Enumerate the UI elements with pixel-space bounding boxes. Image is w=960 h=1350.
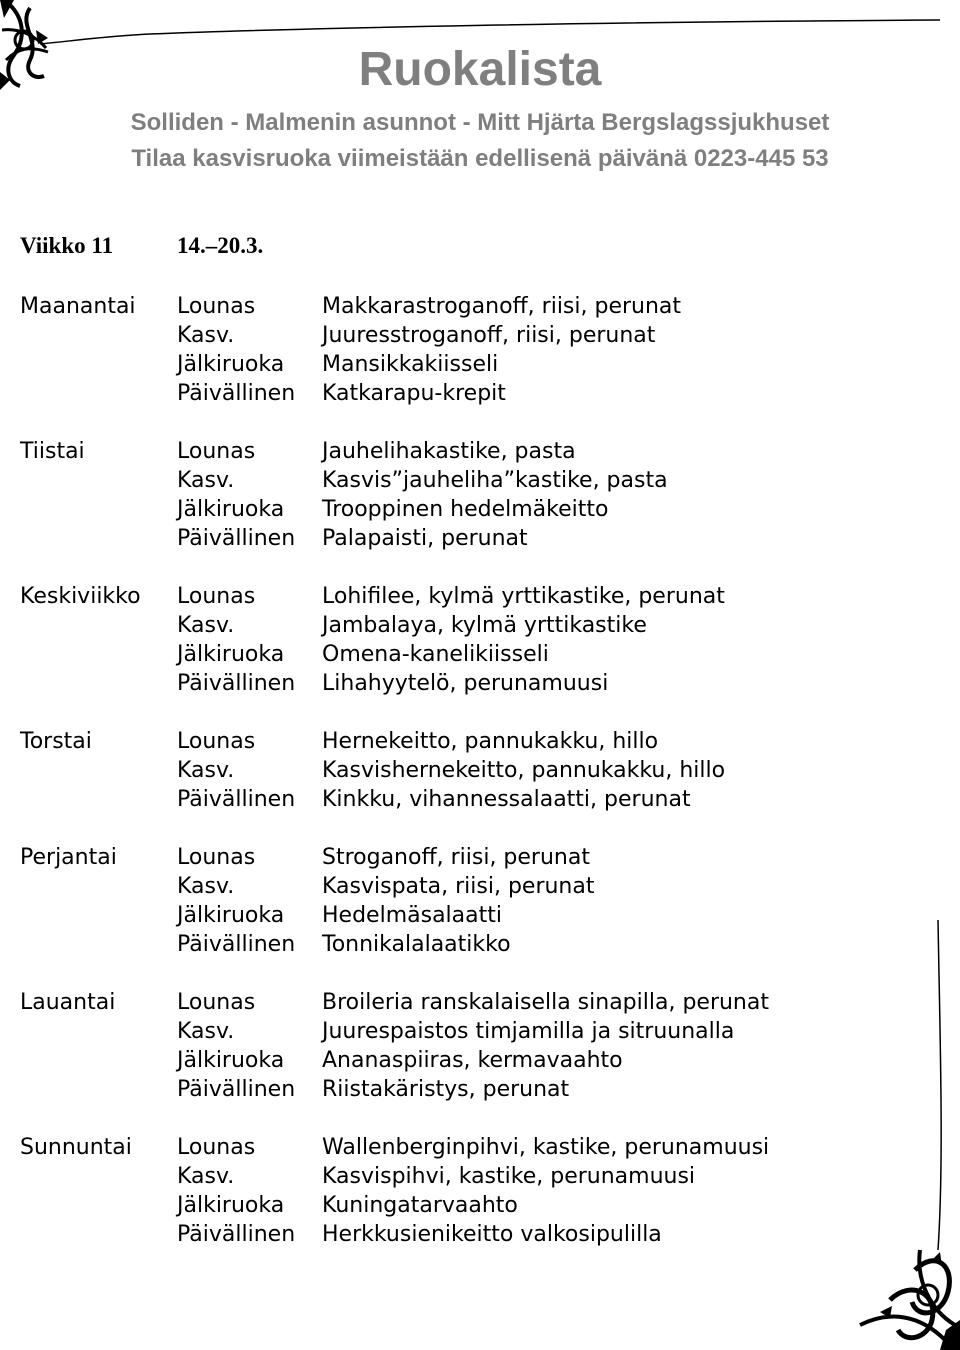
menu-row xyxy=(20,379,920,408)
menu-row xyxy=(20,843,920,872)
meal-category: Jälkiruoka xyxy=(177,497,285,522)
dish-name: Kuningatarvaahto xyxy=(322,1193,518,1218)
menu-row xyxy=(20,495,920,524)
meal-category: Päivällinen xyxy=(177,381,296,406)
subtitle-location: Solliden - Malmenin asunnot - Mitt Hjärta Bergslagssjukhuset xyxy=(130,109,830,136)
week-label: Viikko 11 xyxy=(20,233,114,258)
menu-row xyxy=(20,1133,920,1162)
day-name: Keskiviikko xyxy=(20,584,141,609)
day-name: Tiistai xyxy=(20,439,85,464)
menu-row xyxy=(20,756,920,785)
dish-name: Riistakäristys, perunat xyxy=(322,1077,570,1102)
day-block xyxy=(20,1133,920,1249)
meal-category: Kasv. xyxy=(177,874,235,899)
dish-name: Trooppinen hedelmäkeitto xyxy=(322,497,609,522)
meal-category: Kasv. xyxy=(177,323,235,348)
dish-name: Ananaspiiras, kermavaahto xyxy=(322,1048,623,1073)
dish-name: Lohifilee, kylmä yrttikastike, perunat xyxy=(322,584,725,609)
dish-name: Herkkusienikeitto valkosipulilla xyxy=(322,1222,662,1247)
dish-name: Wallenberginpihvi, kastike, perunamuusi xyxy=(322,1135,770,1160)
day-block xyxy=(20,843,920,959)
meal-category: Kasv. xyxy=(177,1164,235,1189)
meal-category: Lounas xyxy=(177,584,256,609)
meal-category: Kasv. xyxy=(177,1019,235,1044)
day-block xyxy=(20,727,920,814)
dish-name: Kasvispata, riisi, perunat xyxy=(322,874,595,899)
menu-row xyxy=(20,466,920,495)
menu-row xyxy=(20,582,920,611)
dish-name: Kinkku, vihannessalaatti, perunat xyxy=(322,787,691,812)
meal-category: Kasv. xyxy=(177,613,235,638)
day-name: Sunnuntai xyxy=(20,1135,132,1160)
day-block xyxy=(20,988,920,1104)
meal-category: Lounas xyxy=(177,439,256,464)
dish-name: Broileria ranskalaisella sinapilla, perunat xyxy=(322,990,769,1015)
menu-row xyxy=(20,872,920,901)
day-block xyxy=(20,292,920,408)
meal-category: Lounas xyxy=(177,990,256,1015)
dish-name: Stroganoff, riisi, perunat xyxy=(322,845,590,870)
dish-name: Mansikkakiisseli xyxy=(322,352,499,377)
menu-list xyxy=(20,292,920,1278)
menu-row xyxy=(20,1162,920,1191)
dish-name: Kasvispihvi, kastike, perunamuusi xyxy=(322,1164,696,1189)
day-block xyxy=(20,582,920,698)
menu-row xyxy=(20,611,920,640)
dish-name: Lihahyytelö, perunamuusi xyxy=(322,671,609,696)
menu-row xyxy=(20,1191,920,1220)
dish-name: Hedelmäsalaatti xyxy=(322,903,502,928)
meal-category: Lounas xyxy=(177,729,256,754)
menu-row xyxy=(20,640,920,669)
dish-name: Omena-kanelikiisseli xyxy=(322,642,549,667)
meal-category: Lounas xyxy=(177,294,256,319)
menu-row xyxy=(20,292,920,321)
meal-category: Jälkiruoka xyxy=(177,352,285,377)
dish-name: Katkarapu-krepit xyxy=(322,381,506,406)
meal-category: Jälkiruoka xyxy=(177,1193,285,1218)
dish-name: Tonnikalalaatikko xyxy=(322,932,511,957)
meal-category: Kasv. xyxy=(177,758,235,783)
menu-row xyxy=(20,524,920,553)
meal-category: Lounas xyxy=(177,1135,256,1160)
meal-category: Jälkiruoka xyxy=(177,1048,285,1073)
meal-category: Päivällinen xyxy=(177,932,296,957)
page-title: Ruokalista xyxy=(358,43,602,96)
menu-row xyxy=(20,1220,920,1249)
meal-category: Päivällinen xyxy=(177,1222,296,1247)
week-dates: 14.–20.3. xyxy=(177,233,264,258)
menu-row xyxy=(20,901,920,930)
day-name: Torstai xyxy=(20,729,92,754)
meal-category: Päivällinen xyxy=(177,526,296,551)
dish-name: Juuresstroganoff, riisi, perunat xyxy=(322,323,656,348)
meal-category: Jälkiruoka xyxy=(177,903,285,928)
menu-row xyxy=(20,437,920,466)
dish-name: Kasvis”jauheliha”kastike, pasta xyxy=(322,468,668,493)
meal-category: Päivällinen xyxy=(177,1077,296,1102)
meal-category: Jälkiruoka xyxy=(177,642,285,667)
day-name: Maanantai xyxy=(20,294,136,319)
subtitle-order-info: Tilaa kasvisruoka viimeistään edellisenä päivänä 0223-445 53 xyxy=(131,145,829,172)
dish-name: Jambalaya, kylmä yrttikastike xyxy=(322,613,647,638)
menu-row xyxy=(20,988,920,1017)
day-block xyxy=(20,437,920,553)
menu-row xyxy=(20,727,920,756)
dish-name: Juurespaistos timjamilla ja sitruunalla xyxy=(322,1019,735,1044)
meal-category: Päivällinen xyxy=(177,787,296,812)
meal-category: Lounas xyxy=(177,845,256,870)
meal-category: Kasv. xyxy=(177,468,235,493)
menu-row xyxy=(20,350,920,379)
day-name: Lauantai xyxy=(20,990,116,1015)
menu-row xyxy=(20,1075,920,1104)
menu-row xyxy=(20,1046,920,1075)
dish-name: Hernekeitto, pannukakku, hillo xyxy=(322,729,659,754)
menu-row xyxy=(20,930,920,959)
day-name: Perjantai xyxy=(20,845,117,870)
dish-name: Palapaisti, perunat xyxy=(322,526,528,551)
menu-row xyxy=(20,785,920,814)
dish-name: Kasvishernekeitto, pannukakku, hillo xyxy=(322,758,726,783)
menu-row xyxy=(20,1017,920,1046)
menu-row xyxy=(20,669,920,698)
dish-name: Jauhelihakastike, pasta xyxy=(322,439,576,464)
meal-category: Päivällinen xyxy=(177,671,296,696)
menu-row xyxy=(20,321,920,350)
dish-name: Makkarastroganoff, riisi, perunat xyxy=(322,294,682,319)
